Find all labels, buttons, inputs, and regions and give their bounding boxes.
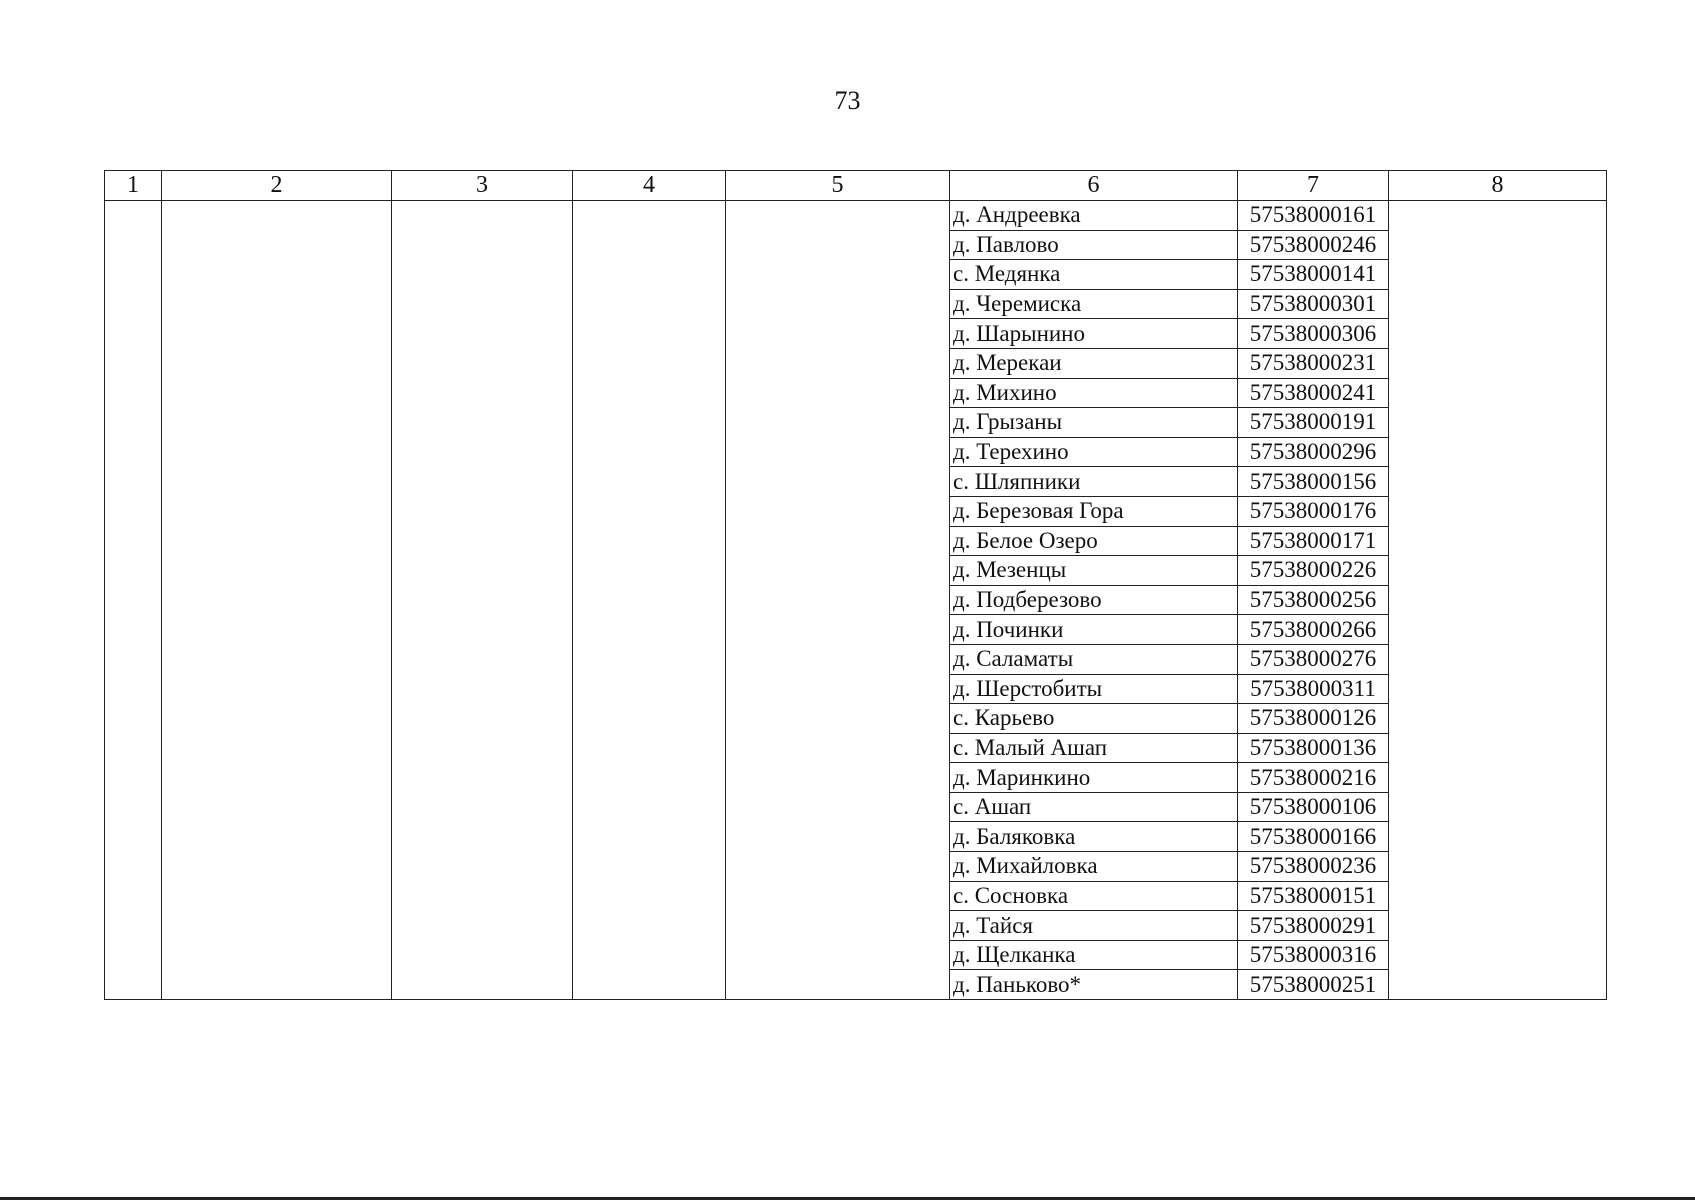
header-col-8: 8 <box>1389 171 1607 201</box>
settlement-name: д. Березовая Гора <box>950 496 1238 526</box>
oktmo-code: 57538000151 <box>1238 881 1389 911</box>
oktmo-code: 57538000316 <box>1238 940 1389 970</box>
oktmo-code: 57538000246 <box>1238 230 1389 260</box>
settlement-name: д. Маринкино <box>950 763 1238 793</box>
oktmo-code: 57538000311 <box>1238 674 1389 704</box>
settlement-name: с. Малый Ашап <box>950 733 1238 763</box>
settlement-name: д. Мезенцы <box>950 556 1238 586</box>
settlement-name: д. Баляковка <box>950 822 1238 852</box>
settlement-name: д. Павлово <box>950 230 1238 260</box>
settlement-name: д. Паньково* <box>950 970 1238 1000</box>
oktmo-code: 57538000226 <box>1238 556 1389 586</box>
settlement-name: д. Михайловка <box>950 852 1238 882</box>
oktmo-code: 57538000106 <box>1238 792 1389 822</box>
oktmo-code: 57538000276 <box>1238 644 1389 674</box>
settlement-name: с. Ашап <box>950 792 1238 822</box>
settlement-name: с. Шляпники <box>950 467 1238 497</box>
header-col-3: 3 <box>392 171 573 201</box>
oktmo-code: 57538000191 <box>1238 408 1389 438</box>
settlement-name: д. Шарынино <box>950 319 1238 349</box>
empty-col-8 <box>1389 201 1607 1000</box>
oktmo-code: 57538000251 <box>1238 970 1389 1000</box>
settlement-name: д. Михино <box>950 378 1238 408</box>
oktmo-code: 57538000266 <box>1238 615 1389 645</box>
header-row <box>105 171 1607 201</box>
oktmo-code: 57538000256 <box>1238 585 1389 615</box>
oktmo-code: 57538000301 <box>1238 289 1389 319</box>
settlement-name: д. Починки <box>950 615 1238 645</box>
page-number: 73 <box>834 86 861 115</box>
settlement-name: д. Терехино <box>950 437 1238 467</box>
table-body <box>105 201 1607 1000</box>
settlement-name: д. Подберезово <box>950 585 1238 615</box>
oktmo-code: 57538000166 <box>1238 822 1389 852</box>
oktmo-code: 57538000176 <box>1238 496 1389 526</box>
empty-col-4 <box>573 201 726 1000</box>
oktmo-code: 57538000171 <box>1238 526 1389 556</box>
settlement-name: д. Тайся <box>950 911 1238 941</box>
oktmo-code: 57538000296 <box>1238 437 1389 467</box>
settlement-name: д. Черемиска <box>950 289 1238 319</box>
empty-col-3 <box>392 201 573 1000</box>
oktmo-code: 57538000141 <box>1238 260 1389 290</box>
empty-col-1 <box>105 201 162 1000</box>
oktmo-code: 57538000306 <box>1238 319 1389 349</box>
settlement-name: д. Мерекаи <box>950 348 1238 378</box>
oktmo-code: 57538000241 <box>1238 378 1389 408</box>
settlement-name: с. Карьево <box>950 704 1238 734</box>
oktmo-code: 57538000126 <box>1238 704 1389 734</box>
oktmo-code: 57538000291 <box>1238 911 1389 941</box>
empty-col-5 <box>726 201 950 1000</box>
settlement-name: д. Белое Озеро <box>950 526 1238 556</box>
settlement-name: с. Сосновка <box>950 881 1238 911</box>
header-col-7: 7 <box>1238 171 1389 201</box>
oktmo-code: 57538000156 <box>1238 467 1389 497</box>
empty-col-2 <box>162 201 392 1000</box>
header-col-4: 4 <box>573 171 726 201</box>
oktmo-code: 57538000231 <box>1238 348 1389 378</box>
header-col-5: 5 <box>726 171 950 201</box>
settlement-name: с. Медянка <box>950 260 1238 290</box>
header-col-6: 6 <box>950 171 1238 201</box>
settlement-name: д. Щелканка <box>950 940 1238 970</box>
oktmo-code: 57538000136 <box>1238 733 1389 763</box>
header-col-2: 2 <box>162 171 392 201</box>
settlement-name: д. Андреевка <box>950 201 1238 231</box>
table-row <box>105 201 1607 231</box>
oktmo-code: 57538000161 <box>1238 201 1389 231</box>
settlements-table <box>104 170 1607 1000</box>
header-col-1: 1 <box>105 171 162 201</box>
oktmo-code: 57538000236 <box>1238 852 1389 882</box>
settlement-name: д. Грызаны <box>950 408 1238 438</box>
settlement-name: д. Саламаты <box>950 644 1238 674</box>
settlement-name: д. Шерстобиты <box>950 674 1238 704</box>
oktmo-code: 57538000216 <box>1238 763 1389 793</box>
